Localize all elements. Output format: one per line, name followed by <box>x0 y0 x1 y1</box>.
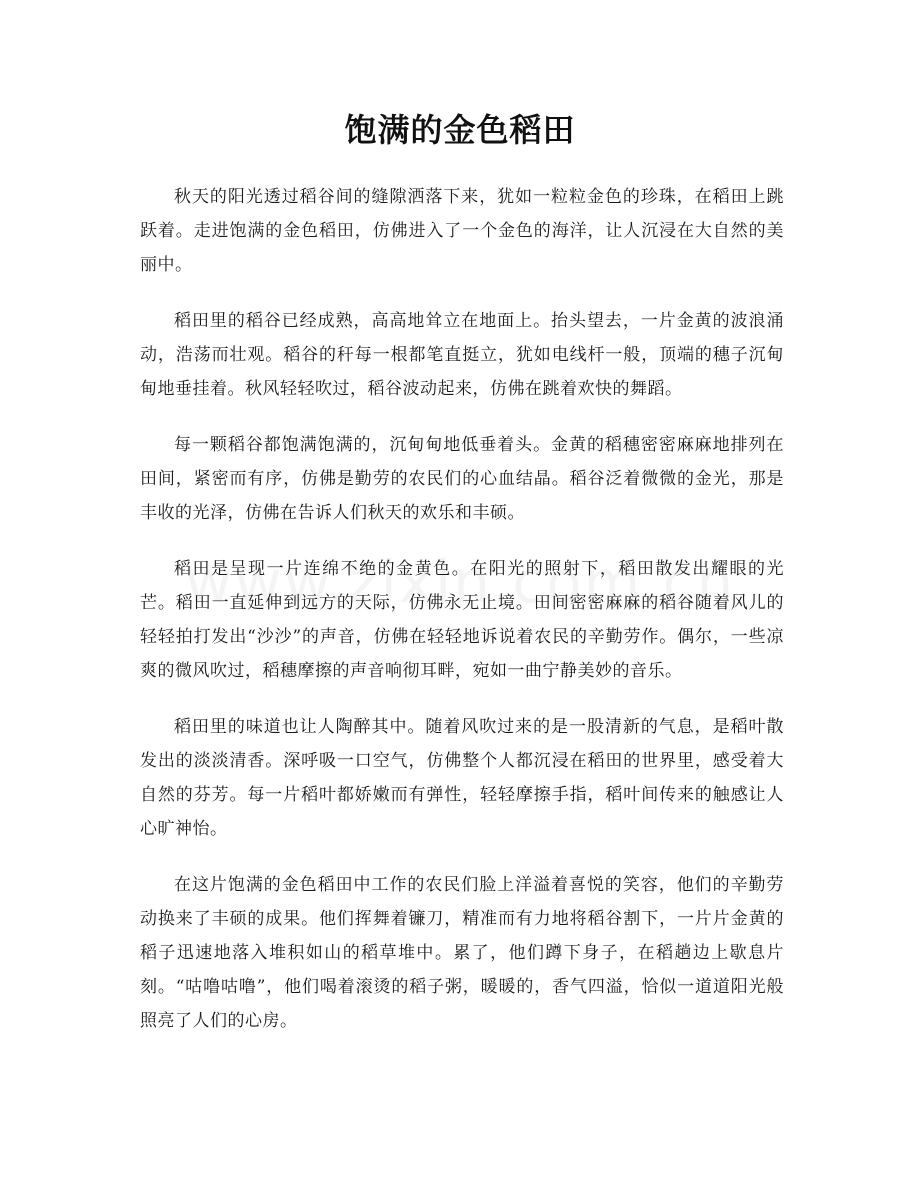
paragraph: 稻田里的稻谷已经成熟，高高地耸立在地面上。抬头望去，一片金黄的波浪涌动，浩荡而壮观。稻谷的秆每一根都笔直挺立，犹如电线杆一般，顶端的穗子沉甸甸地垂挂着。秋风轻轻吹过，稻谷波动起来，仿佛在跳着欢快的舞蹈。 <box>140 311 784 399</box>
document-title: 饱满的金色稻田 <box>344 111 576 149</box>
paragraph: 稻田里的味道也让人陶醉其中。随着风吹过来的是一股清新的气息，是稻叶散发出的淡淡清香。深呼吸一口空气，仿佛整个人都沉浸在稻田的世界里，感受着大自然的芬芳。每一片稻叶都娇嫩而有弹性，轻轻摩擦手指，稻叶间传来的触感让人心旷神怡。 <box>140 717 784 839</box>
paragraph: 在这片饱满的金色稻田中工作的农民们脸上洋溢着喜悦的笑容，他们的辛勤劳动换来了丰硕的成果。他们挥舞着镰刀，精准而有力地将稻谷割下，一片片金黄的稻子迅速地落入堆积如山的稻草堆中。累了，他们蹲下身子，在稻趟边上歇息片刻。“咕噜咕噜”，他们喝着滚烫的稻子粥，暖暖的，香气四溢，恰似一道道阳光般照亮了人们的心房。 <box>140 875 784 1031</box>
paragraph: 稻田是呈现一片连绵不绝的金黄色。在阳光的照射下，稻田散发出耀眼的光芒。稻田一直延伸到远方的天际，仿佛永无止境。田间密密麻麻的稻谷随着风儿的轻轻拍打发出“沙沙”的声音，仿佛在轻轻地诉说着农民的辛勤劳作。偶尔，一些凉爽的微风吹过，稻穗摩擦的声音响彻耳畔，宛如一曲宁静美妙的音乐。 <box>140 559 784 681</box>
document-body <box>140 180 784 1060</box>
paragraph: 秋天的阳光透过稻谷间的缝隙洒落下来，犹如一粒粒金色的珍珠，在稻田上跳跃着。走进饱满的金色稻田，仿佛进入了一个金色的海洋，让人沉浸在大自然的美丽中。 <box>140 187 784 275</box>
paragraph: 每一颗稻谷都饱满饱满的，沉甸甸地低垂着头。金黄的稻穗密密麻麻地排列在田间，紧密而有序，仿佛是勤劳的农民们的心血结晶。稻谷泛着微微的金光，那是丰收的光泽，仿佛在告诉人们秋天的欢乐和丰硕。 <box>140 435 784 523</box>
